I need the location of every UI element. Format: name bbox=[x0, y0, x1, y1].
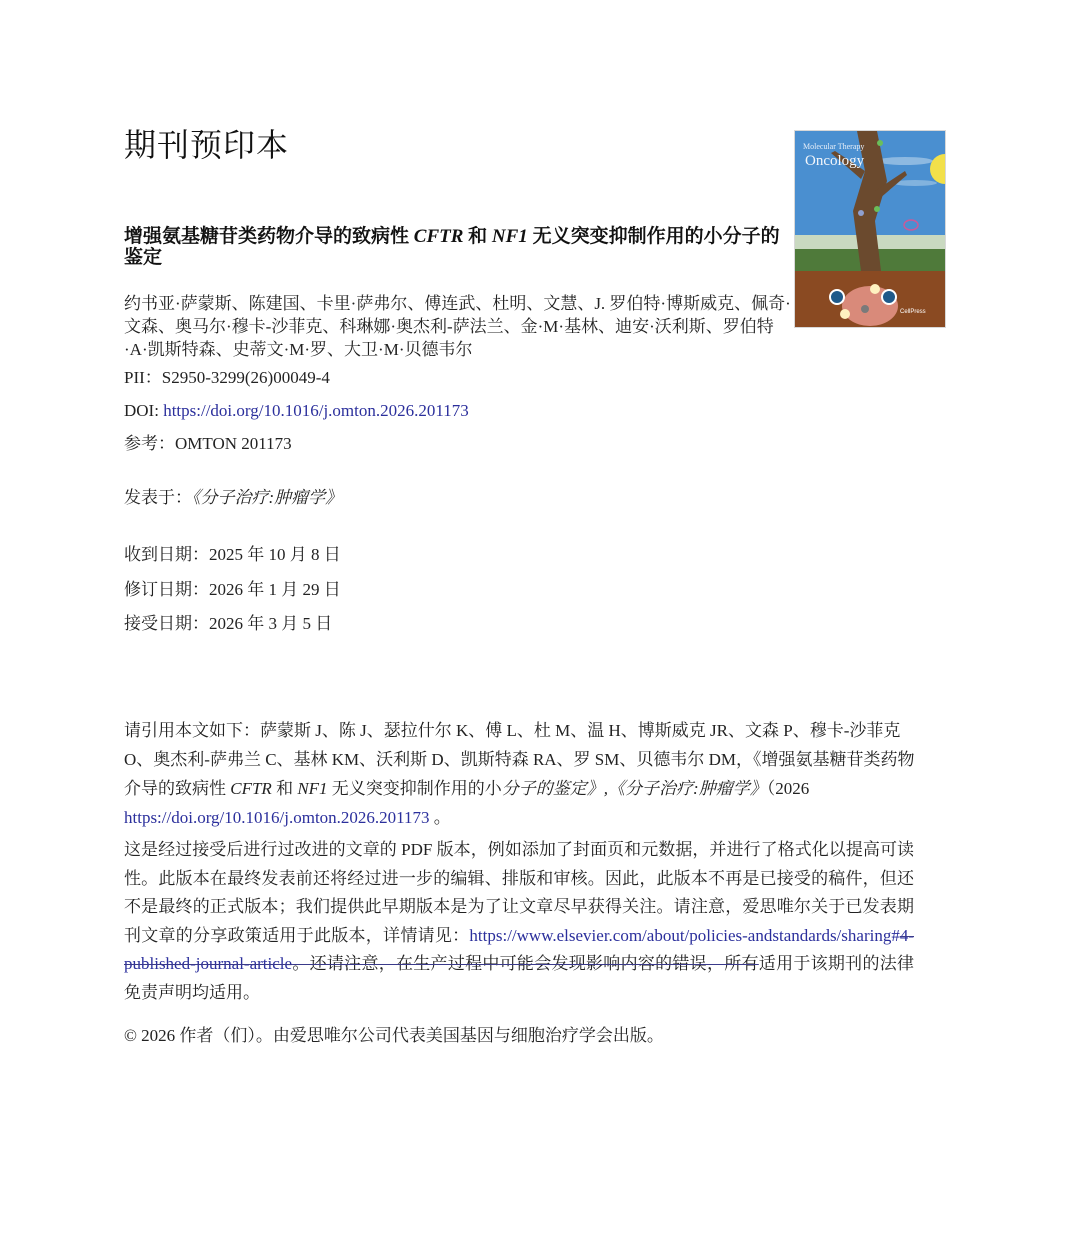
article-title: 增强氨基糖苷类药物介导的致病性 CFTR 和 NF1 无义突变抑制作用的小分子的鉴定 bbox=[124, 226, 780, 268]
gene-name: NF1 bbox=[297, 779, 328, 798]
author-list: 约书亚·萨蒙斯、陈建国、卡里·萨弗尔、傅连武、杜明、文慧、J. 罗伯特·博斯威克、佩奇·文森、奥马尔·穆卡-沙菲克、科琳娜·奥杰利-萨法兰、金·M·基林、迪安·沃利斯、罗伯特·A·凯斯特森、史蒂文·M·罗、大卫·M·贝德韦尔 bbox=[124, 294, 791, 359]
pii-label: PII： bbox=[124, 368, 162, 387]
reference-label: 参考： bbox=[124, 434, 175, 453]
citation-paragraph: 请引用本文如下：萨蒙斯 J、陈 J、瑟拉什尔 K、傅 L、杜 M、温 H、博斯威克 JR、文森 P、穆卡-沙菲克 O、奥杰利-萨弗兰 C、基林 KM、沃利斯 D、凯斯特森 RA、罗 SM、贝德韦尔 DM，《增强氨基糖苷类药物介导的致病性 CFTR 和 NF1 无义突变抑制作用的小分子的鉴定》,《分子治疗:肿瘤学》（2026 https://doi.org/10.1016/j.omton.2026.201173 。 bbox=[124, 721, 915, 827]
accepted-value: 2026 年 3 月 5 日 bbox=[209, 614, 333, 633]
published-in-line bbox=[124, 488, 342, 508]
reference-value: OMTON 201173 bbox=[175, 434, 292, 453]
journal-name: 《分子治疗:肿瘤学》 bbox=[192, 488, 343, 507]
revised-value: 2026 年 1 月 29 日 bbox=[209, 580, 341, 599]
gene-name: NF1 bbox=[491, 226, 528, 247]
elsevier-sharing-policy-link[interactable]: https://www.elsevier.com/about/policies-andstandards/sharing#4-published-journal-article bbox=[124, 925, 914, 973]
doi-label: DOI: bbox=[124, 401, 164, 420]
received-value: 2025 年 10 月 8 日 bbox=[209, 545, 341, 564]
copyright-notice: © 2026 作者（们）。由爱思唯尔公司代表美国基因与细胞治疗学会出版。 bbox=[124, 1026, 664, 1045]
cover-publisher: CellPress bbox=[900, 309, 926, 315]
pii-line bbox=[124, 368, 330, 388]
doi-link[interactable]: https://doi.org/10.1016/j.omton.2026.201173 bbox=[163, 401, 469, 420]
pii-value: S2950-3299(26)00049-4 bbox=[161, 368, 330, 387]
gene-name: CFTR bbox=[230, 779, 272, 798]
cover-journal-name-line1: Molecular Therapy bbox=[803, 142, 865, 151]
citation-doi-link[interactable]: https://doi.org/10.1016/j.omton.2026.201173 bbox=[124, 808, 430, 827]
revised-date-line bbox=[124, 580, 341, 600]
version-notice-paragraph: 这是经过接受后进行过改进的文章的 PDF 版本，例如添加了封面页和元数据，并进行了格式化以提高可读性。此版本在最终发表前还将经过进一步的编辑、排版和审核。因此，此版本不再是已接受的稿件，但还不是最终的正式版本；我们提供此早期版本是为了让文章尽早获得关注。请注意，爱思唯尔关于已发表期刊文章的分享政策适用于此版本，详情请见：https://www.elsevier.com/about/policies-andstandards/sharing#4-published-journal-article。还请注意，在生产过程中可能会发现影响内容的错误，所有适用于该期刊的法律免责声明均适用。 bbox=[124, 840, 915, 1002]
received-date-line bbox=[124, 545, 341, 565]
cover-journal-name-line2: Oncology bbox=[805, 153, 865, 169]
struck-text: 。还请注意，在生产过程中可能会发现影响内容的错误，所有 bbox=[292, 954, 759, 973]
published-in-label: 发表于： bbox=[124, 488, 192, 507]
received-label: 收到日期： bbox=[124, 545, 209, 564]
reference-line bbox=[124, 434, 292, 454]
cover-illustration-icon bbox=[795, 131, 945, 327]
accepted-date-line bbox=[124, 614, 332, 634]
journal-cover-image bbox=[794, 130, 946, 328]
gene-name: CFTR bbox=[413, 226, 464, 247]
revised-label: 修订日期： bbox=[124, 580, 209, 599]
accepted-label: 接受日期： bbox=[124, 614, 209, 633]
doi-line bbox=[124, 401, 469, 421]
preprint-label: 期刊预印本 bbox=[124, 126, 290, 164]
